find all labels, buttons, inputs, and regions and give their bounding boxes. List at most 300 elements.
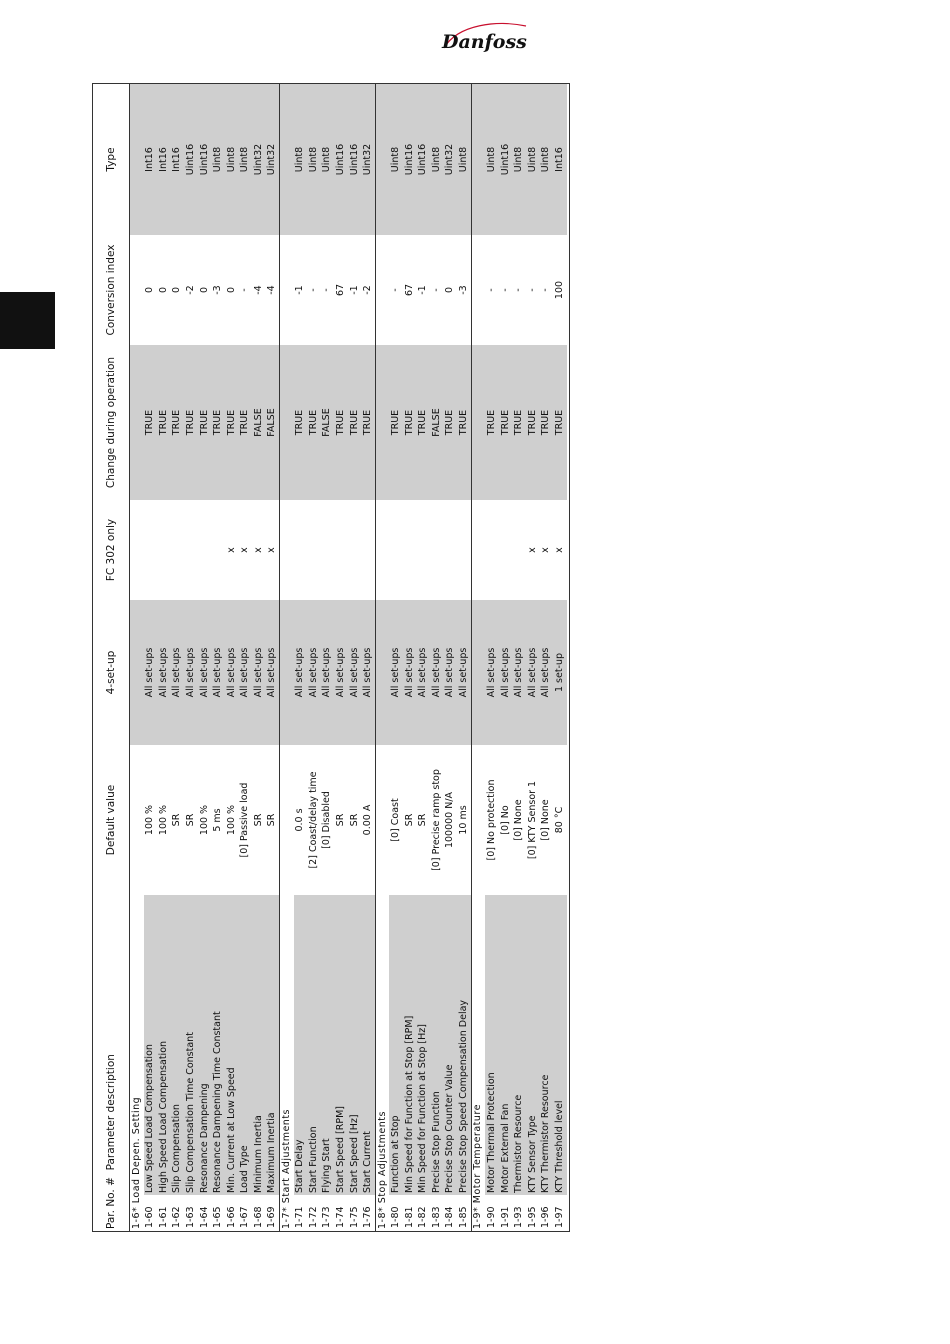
cell-change-during-operation: TRUE: [144, 345, 158, 500]
cell-type: Uint16: [184, 84, 198, 235]
cell-conversion-index: 67: [334, 283, 346, 297]
cell-setup: All set-ups: [265, 600, 279, 745]
parameter-table-frame: [92, 83, 570, 1232]
cell-par-no: 1-97: [553, 1206, 565, 1228]
cell-fc302-only: x: [252, 547, 264, 553]
cell-par-no: 1-95: [526, 1206, 538, 1228]
group-title: 1-6* Load Depen. Setting: [130, 895, 144, 1231]
cell-setup: All set-ups: [539, 600, 553, 745]
cell-conversion-index: -: [513, 288, 525, 292]
cell-default-value: SR: [403, 813, 415, 827]
cell-conversion-index: -3: [212, 285, 224, 295]
cell-fc302-only: [294, 500, 308, 600]
cell-setup: All set-ups: [157, 600, 171, 745]
cell-par-no: 1-82: [417, 1206, 429, 1228]
cell-change-during-operation: FALSE: [252, 345, 266, 500]
cell-fc302-only: [389, 500, 403, 600]
cell-description: Start Delay: [294, 895, 308, 1195]
cell-conversion-index: -: [307, 288, 319, 292]
cell-par-no: 1-66: [225, 1206, 237, 1228]
cell-type: Uint8: [307, 84, 321, 235]
cell-default-value: SR: [171, 813, 183, 827]
header-par-no-description: [93, 895, 130, 1231]
cell-change-during-operation: TRUE: [294, 345, 308, 500]
group-header-cell: [471, 600, 485, 745]
cell-type: Uint8: [430, 84, 444, 235]
group-header-cell: [375, 84, 389, 235]
cell-setup: All set-ups: [252, 600, 266, 745]
table-row: [211, 84, 225, 1231]
cell-setup: All set-ups: [512, 600, 526, 745]
cell-type: Uint16: [416, 84, 430, 235]
cell-default-value: 100 %: [157, 804, 169, 836]
cell-type: Uint8: [526, 84, 540, 235]
cell-change-during-operation: TRUE: [211, 345, 225, 500]
cell-setup: All set-ups: [238, 600, 252, 745]
cell-description: Maximum Inertia: [265, 895, 279, 1195]
cell-description: KTY Sensor Type: [526, 895, 540, 1195]
cell-par-no: 1-65: [212, 1206, 224, 1228]
cell-default-value: SR: [334, 813, 346, 827]
cell-setup: All set-ups: [416, 600, 430, 745]
cell-default-value: [2] Coast/delay time: [307, 771, 319, 869]
cell-setup: All set-ups: [389, 600, 403, 745]
cell-change-during-operation: FALSE: [430, 345, 444, 500]
cell-type: Uint16: [499, 84, 513, 235]
cell-change-during-operation: TRUE: [526, 345, 540, 500]
cell-change-during-operation: TRUE: [348, 345, 362, 500]
cell-default-value: [0] Disabled: [321, 791, 333, 849]
cell-default-value: [0] Precise ramp stop: [430, 769, 442, 871]
cell-default-value: 10 ms: [457, 805, 469, 835]
cell-type: Uint8: [485, 84, 499, 235]
group-header-cell: [280, 235, 294, 345]
group-header-cell: [375, 745, 389, 895]
cell-par-no: 1-72: [307, 1206, 319, 1228]
table-row: [457, 84, 471, 1231]
cell-fc302-only: [198, 500, 212, 600]
cell-par-no: 1-71: [294, 1206, 306, 1228]
danfoss-logo: [438, 18, 530, 58]
cell-setup: All set-ups: [457, 600, 471, 745]
cell-par-no: 1-60: [144, 1206, 156, 1228]
cell-default-value: [0] None: [513, 799, 525, 841]
cell-change-during-operation: TRUE: [307, 345, 321, 500]
cell-type: Uint8: [225, 84, 239, 235]
cell-conversion-index: -: [430, 288, 442, 292]
cell-description: Flying Start: [321, 895, 335, 1195]
cell-change-during-operation: FALSE: [321, 345, 335, 500]
cell-par-no: 1-76: [362, 1206, 374, 1228]
header-default: Default value: [105, 784, 117, 856]
cell-conversion-index: -: [526, 288, 538, 292]
cell-fc302-only: [485, 500, 499, 600]
cell-type: Int16: [553, 84, 567, 235]
cell-type: Uint8: [211, 84, 225, 235]
table-row: [499, 84, 513, 1231]
cell-type: Int16: [157, 84, 171, 235]
group-header-cell: [280, 84, 294, 235]
cell-fc302-only: [321, 500, 335, 600]
cell-change-during-operation: TRUE: [539, 345, 553, 500]
cell-type: Uint32: [361, 84, 375, 235]
table-row: [416, 84, 430, 1231]
cell-fc302-only: x: [540, 547, 552, 553]
cell-conversion-index: -1: [348, 285, 360, 295]
cell-fc302-only: [348, 500, 362, 600]
cell-fc302-only: x: [225, 547, 237, 553]
cell-par-no: 1-84: [444, 1206, 456, 1228]
cell-description: Resonance Dampening Time Constant: [211, 895, 225, 1195]
cell-default-value: SR: [417, 813, 429, 827]
table-row: [157, 84, 171, 1231]
cell-conversion-index: -: [239, 288, 251, 292]
cell-change-during-operation: TRUE: [334, 345, 348, 500]
table-row: [512, 84, 526, 1231]
rotated-table-container: [93, 84, 569, 1231]
cell-par-no: 1-91: [499, 1206, 511, 1228]
cell-default-value: SR: [266, 813, 278, 827]
cell-fc302-only: x: [239, 547, 251, 553]
cell-conversion-index: 0: [144, 286, 156, 294]
cell-setup: All set-ups: [444, 600, 458, 745]
table-row: [198, 84, 212, 1231]
group-header-cell: [130, 500, 144, 600]
table-row: [348, 84, 362, 1231]
cell-change-during-operation: TRUE: [225, 345, 239, 500]
cell-default-value: 100 %: [144, 804, 156, 836]
cell-conversion-index: -4: [252, 285, 264, 295]
cell-conversion-index: 0: [225, 286, 237, 294]
group-header-cell: [130, 600, 144, 745]
svg-text:Danfoss: Danfoss: [442, 31, 527, 53]
cell-setup: All set-ups: [225, 600, 239, 745]
table-header-row: [93, 84, 130, 1231]
cell-fc302-only: [512, 500, 526, 600]
cell-par-no: 1-85: [457, 1206, 469, 1228]
cell-fc302-only: [361, 500, 375, 600]
header-fc302: FC 302 only: [105, 518, 117, 582]
cell-type: Uint8: [238, 84, 252, 235]
group-title: 1-7* Start Adjustments: [280, 895, 294, 1231]
cell-par-no: 1-83: [430, 1206, 442, 1228]
cell-conversion-index: -: [390, 288, 402, 292]
group-header-cell: [280, 500, 294, 600]
cell-default-value: 80 °C: [553, 806, 565, 834]
cell-change-during-operation: TRUE: [238, 345, 252, 500]
cell-description: Precise Stop Function: [430, 895, 444, 1195]
table-row: [144, 84, 158, 1231]
cell-type: Uint32: [444, 84, 458, 235]
cell-fc302-only: x: [553, 547, 565, 553]
cell-change-during-operation: TRUE: [198, 345, 212, 500]
table-row: [485, 84, 499, 1231]
cell-par-no: 1-80: [390, 1206, 402, 1228]
group-header-cell: [471, 745, 485, 895]
cell-type: Int16: [171, 84, 185, 235]
cell-setup: All set-ups: [485, 600, 499, 745]
cell-setup: All set-ups: [307, 600, 321, 745]
cell-setup: All set-ups: [334, 600, 348, 745]
table-row: [539, 84, 553, 1231]
cell-default-value: 100 %: [198, 804, 210, 836]
group-header-cell: [471, 345, 485, 500]
cell-fc302-only: [171, 500, 185, 600]
cell-change-during-operation: TRUE: [444, 345, 458, 500]
cell-par-no: 1-90: [485, 1206, 497, 1228]
table-row: [294, 84, 308, 1231]
cell-change-during-operation: TRUE: [499, 345, 513, 500]
cell-conversion-index: -1: [294, 285, 306, 295]
cell-par-no: 1-74: [334, 1206, 346, 1228]
cell-default-value: SR: [348, 813, 360, 827]
header-conversion: Conversion index: [105, 244, 117, 336]
cell-par-no: 1-67: [239, 1206, 251, 1228]
cell-conversion-index: -: [499, 288, 511, 292]
cell-description: Min. Current at Low Speed: [225, 895, 239, 1195]
cell-conversion-index: 0: [157, 286, 169, 294]
cell-type: Uint32: [252, 84, 266, 235]
cell-par-no: 1-64: [198, 1206, 210, 1228]
cell-description: Thermistor Resource: [512, 895, 526, 1195]
cell-description: Resonance Dampening: [198, 895, 212, 1195]
table-row: [238, 84, 252, 1231]
cell-conversion-index: 0: [198, 286, 210, 294]
chapter-tab-marker: [0, 292, 55, 349]
cell-par-no: 1-81: [403, 1206, 415, 1228]
table-row: [403, 84, 417, 1231]
cell-change-during-operation: TRUE: [171, 345, 185, 500]
table-row: [444, 84, 458, 1231]
cell-description: Function at Stop: [389, 895, 403, 1195]
cell-fc302-only: [307, 500, 321, 600]
group-header-cell: [471, 235, 485, 345]
table-row: [252, 84, 266, 1231]
cell-par-no: 1-69: [266, 1206, 278, 1228]
cell-description: Motor Thermal Protection: [485, 895, 499, 1195]
group-header-cell: [375, 345, 389, 500]
header-par-no: Par. No. #: [105, 1177, 117, 1229]
cell-setup: All set-ups: [361, 600, 375, 745]
cell-default-value: [0] No protection: [485, 779, 497, 861]
cell-description: KTY Thermistor Resource: [539, 895, 553, 1195]
cell-description: Minimum Inertia: [252, 895, 266, 1195]
cell-setup: All set-ups: [198, 600, 212, 745]
cell-setup: All set-ups: [430, 600, 444, 745]
group-header-cell: [375, 235, 389, 345]
cell-change-during-operation: TRUE: [157, 345, 171, 500]
group-title: 1-8* Stop Adjustments: [375, 895, 389, 1231]
cell-setup: All set-ups: [171, 600, 185, 745]
cell-default-value: SR: [184, 813, 196, 827]
cell-description: Min Speed for Function at Stop [RPM]: [403, 895, 417, 1195]
cell-conversion-index: -: [321, 288, 333, 292]
cell-type: Uint8: [457, 84, 471, 235]
cell-default-value: 0.0 s: [294, 808, 306, 832]
cell-fc302-only: [430, 500, 444, 600]
cell-setup: All set-ups: [184, 600, 198, 745]
group-header-row: [280, 84, 294, 1231]
cell-change-during-operation: TRUE: [403, 345, 417, 500]
table-row: [334, 84, 348, 1231]
cell-fc302-only: [457, 500, 471, 600]
cell-description: Start Function: [307, 895, 321, 1195]
group-header-cell: [471, 500, 485, 600]
table-row: [361, 84, 375, 1231]
cell-fc302-only: [334, 500, 348, 600]
cell-default-value: 0.00 A: [362, 804, 374, 836]
cell-change-during-operation: TRUE: [389, 345, 403, 500]
cell-change-during-operation: TRUE: [184, 345, 198, 500]
cell-default-value: [0] Coast: [390, 798, 402, 842]
cell-type: Uint16: [198, 84, 212, 235]
header-change: Change during operation: [105, 356, 117, 489]
table-body: [130, 84, 567, 1231]
cell-default-value: [0] None: [540, 799, 552, 841]
cell-conversion-index: -3: [457, 285, 469, 295]
table-row: [307, 84, 321, 1231]
cell-description: Precise Stop Counter Value: [444, 895, 458, 1195]
table-row: [389, 84, 403, 1231]
cell-change-during-operation: TRUE: [416, 345, 430, 500]
cell-change-during-operation: TRUE: [485, 345, 499, 500]
cell-description: Precise Stop Speed Compensation Delay: [457, 895, 471, 1195]
cell-type: Uint16: [334, 84, 348, 235]
cell-par-no: 1-63: [184, 1206, 196, 1228]
cell-default-value: [0] KTY Sensor 1: [526, 780, 538, 860]
cell-type: Uint8: [321, 84, 335, 235]
cell-type: Uint8: [389, 84, 403, 235]
cell-fc302-only: x: [266, 547, 278, 553]
cell-description: Slip Compensation Time Constant: [184, 895, 198, 1195]
cell-default-value: [0] Passive load: [239, 782, 251, 858]
cell-par-no: 1-96: [540, 1206, 552, 1228]
cell-par-no: 1-68: [252, 1206, 264, 1228]
group-header-cell: [280, 600, 294, 745]
cell-fc302-only: [211, 500, 225, 600]
cell-fc302-only: [144, 500, 158, 600]
cell-setup: All set-ups: [211, 600, 225, 745]
cell-type: Uint8: [539, 84, 553, 235]
cell-type: Int16: [144, 84, 158, 235]
cell-par-no: 1-75: [348, 1206, 360, 1228]
cell-description: Load Type: [238, 895, 252, 1195]
cell-setup: All set-ups: [499, 600, 513, 745]
cell-change-during-operation: TRUE: [553, 345, 567, 500]
cell-description: KTY Threshold level: [553, 895, 567, 1195]
parameter-table: [93, 84, 567, 1231]
cell-change-during-operation: FALSE: [265, 345, 279, 500]
table-row: [171, 84, 185, 1231]
cell-conversion-index: -: [540, 288, 552, 292]
cell-par-no: 1-73: [321, 1206, 333, 1228]
cell-type: Uint8: [512, 84, 526, 235]
cell-default-value: 5 ms: [212, 808, 224, 832]
group-header-cell: [375, 600, 389, 745]
group-header-cell: [375, 500, 389, 600]
group-header-cell: [280, 745, 294, 895]
cell-conversion-index: -1: [417, 285, 429, 295]
cell-fc302-only: [499, 500, 513, 600]
cell-default-value: [0] No: [499, 805, 511, 835]
cell-conversion-index: -2: [362, 285, 374, 295]
table-row: [526, 84, 540, 1231]
table-row: [265, 84, 279, 1231]
group-header-row: [471, 84, 485, 1231]
cell-change-during-operation: TRUE: [361, 345, 375, 500]
cell-default-value: 100 %: [225, 804, 237, 836]
group-title: 1-9* Motor Temperature: [471, 895, 485, 1231]
cell-setup: All set-ups: [526, 600, 540, 745]
cell-default-value: SR: [252, 813, 264, 827]
group-header-cell: [130, 745, 144, 895]
cell-par-no: 1-61: [157, 1206, 169, 1228]
cell-fc302-only: [403, 500, 417, 600]
cell-par-no: 1-93: [513, 1206, 525, 1228]
cell-change-during-operation: TRUE: [512, 345, 526, 500]
cell-setup: All set-ups: [403, 600, 417, 745]
cell-conversion-index: 100: [553, 280, 565, 300]
cell-type: Uint16: [348, 84, 362, 235]
cell-fc302-only: [157, 500, 171, 600]
table-row: [184, 84, 198, 1231]
header-description: Parameter description: [105, 1054, 117, 1171]
cell-default-value: 100000 N/A: [444, 791, 456, 849]
cell-type: Uint8: [294, 84, 308, 235]
group-header-row: [130, 84, 144, 1231]
cell-description: Motor External Fan: [499, 895, 513, 1195]
header-setup: 4-set-up: [105, 650, 117, 695]
group-header-cell: [280, 345, 294, 500]
cell-description: Start Speed [Hz]: [348, 895, 362, 1195]
cell-setup: All set-ups: [321, 600, 335, 745]
group-header-cell: [471, 84, 485, 235]
cell-conversion-index: -2: [184, 285, 196, 295]
cell-setup: All set-ups: [294, 600, 308, 745]
table-row: [553, 84, 567, 1231]
cell-conversion-index: 0: [444, 286, 456, 294]
cell-conversion-index: -4: [266, 285, 278, 295]
cell-description: Start Current: [361, 895, 375, 1195]
cell-conversion-index: 67: [403, 283, 415, 297]
cell-type: Uint16: [403, 84, 417, 235]
cell-description: High Speed Load Compensation: [157, 895, 171, 1195]
cell-fc302-only: [184, 500, 198, 600]
cell-fc302-only: [444, 500, 458, 600]
table-row: [321, 84, 335, 1231]
cell-description: Slip Compensation: [171, 895, 185, 1195]
group-header-row: [375, 84, 389, 1231]
cell-setup: All set-ups: [348, 600, 362, 745]
cell-setup: 1 set-up: [553, 600, 567, 745]
cell-conversion-index: -: [485, 288, 497, 292]
group-header-cell: [130, 235, 144, 345]
cell-type: Uint32: [265, 84, 279, 235]
cell-change-during-operation: TRUE: [457, 345, 471, 500]
cell-fc302-only: [416, 500, 430, 600]
cell-description: Low Speed Load Compensation: [144, 895, 158, 1195]
group-header-cell: [130, 345, 144, 500]
header-type: Type: [105, 147, 117, 172]
cell-description: Min Speed for Function at Stop [Hz]: [416, 895, 430, 1195]
cell-description: Start Speed [RPM]: [334, 895, 348, 1195]
table-row: [225, 84, 239, 1231]
cell-fc302-only: x: [526, 547, 538, 553]
cell-setup: All set-ups: [144, 600, 158, 745]
cell-conversion-index: 0: [171, 286, 183, 294]
table-row: [430, 84, 444, 1231]
cell-par-no: 1-62: [171, 1206, 183, 1228]
